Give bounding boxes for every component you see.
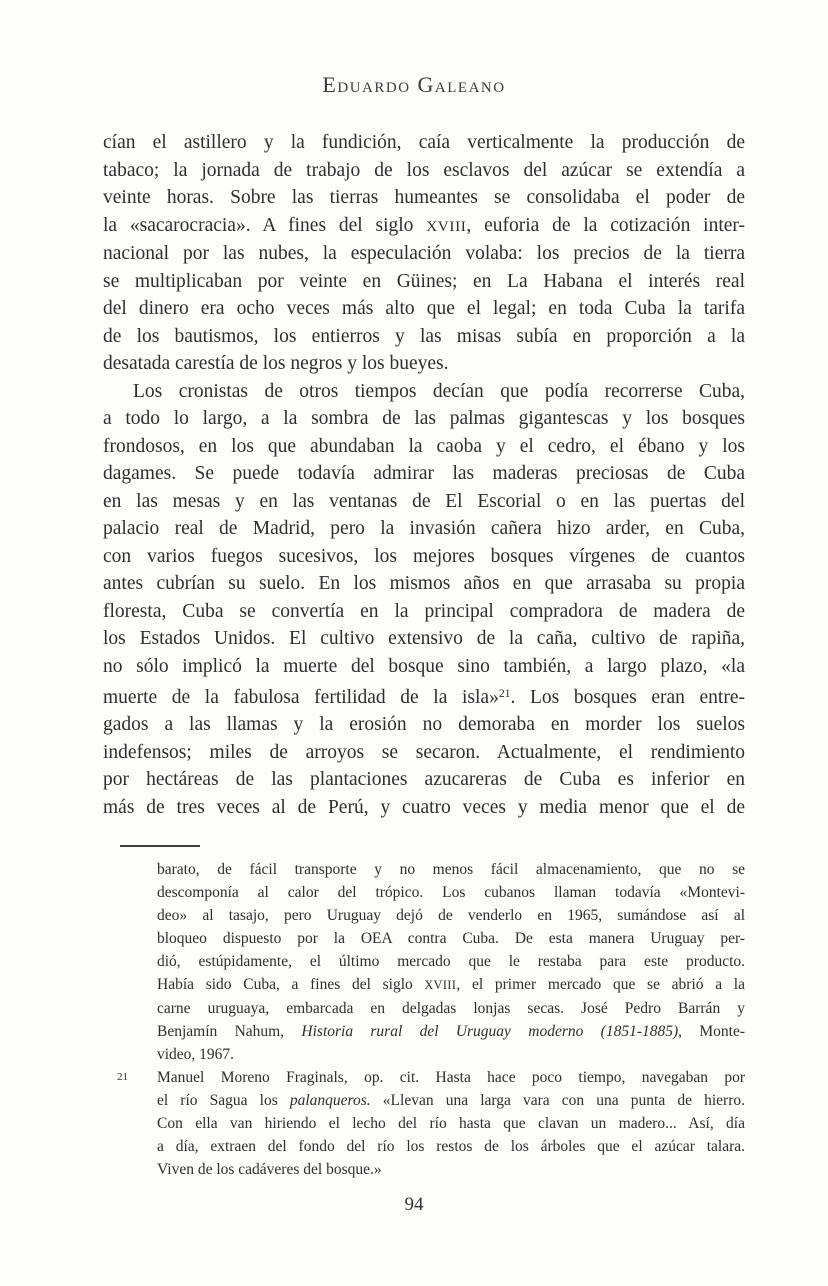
text-segment: «Llevan una larga vara con una punta de hierro. bbox=[370, 1092, 745, 1109]
text-line bbox=[103, 680, 745, 711]
text-segment: bloqueo dispuesto por la OEA contra Cuba. De esta manera Uruguay per- bbox=[157, 930, 745, 947]
page-number: 94 bbox=[404, 1194, 424, 1215]
text-line bbox=[157, 881, 745, 904]
footnote-separator bbox=[120, 845, 200, 847]
text-segment: antes cubrían su suelo. En los mismos años en que arrasaba su propia bbox=[103, 573, 745, 594]
text-line bbox=[157, 1020, 745, 1043]
text-segment: tabaco; la jornada de trabajo de los esclavos del azúcar se extendía a bbox=[103, 159, 745, 181]
text-segment: no sólo implicó la muerte del bosque sino también, a largo plazo, «la bbox=[103, 655, 745, 677]
text-segment: . Los bosques eran entre- bbox=[510, 686, 745, 708]
text-segment: cían el astillero y la fundición, caía verticalmente la producción de bbox=[103, 132, 745, 153]
text-line bbox=[103, 295, 745, 323]
text-segment: dagames. Se puede todavía admirar las maderas preciosas de Cuba bbox=[103, 463, 745, 484]
text-segment: , euforia de la cotización inter- bbox=[466, 214, 745, 236]
text-line bbox=[157, 997, 745, 1020]
text-segment: en las mesas y en las ventanas de El Escorial o en las puertas del bbox=[103, 490, 745, 512]
footnote-marker: 21 bbox=[117, 1071, 128, 1083]
running-header: Eduardo Galeano bbox=[322, 72, 506, 97]
text-segment: los Estados Unidos. El cultivo extensivo de la caña, cultivo de rapiña, bbox=[103, 628, 745, 649]
text-segment: frondosos, en los que abundaban la caoba y el cedro, el ébano y los bbox=[103, 435, 745, 457]
text-segment: gados a las llamas y la erosión no demoraba en morder los suelos bbox=[103, 714, 745, 736]
text-line bbox=[157, 904, 745, 927]
text-line bbox=[103, 378, 745, 406]
text-line bbox=[103, 543, 745, 571]
text-segment: veinte horas. Sobre las tierras humeantes se consolidaba el poder de bbox=[103, 187, 745, 208]
text-segment: se multiplicaban por veinte en Güines; en La Habana el interés real bbox=[103, 270, 745, 292]
text-line bbox=[103, 268, 745, 296]
text-line bbox=[103, 460, 745, 488]
text-line bbox=[103, 488, 745, 516]
text-segment: floresta, Cuba se convertía en la principal compradora de madera de bbox=[103, 600, 745, 622]
text-segment: barato, de fácil transporte y no menos fácil almacenamiento, que no se bbox=[157, 861, 745, 878]
text-segment: con varios fuegos sucesivos, los mejores bosques vírgenes de cuantos bbox=[103, 545, 745, 567]
text-segment: a todo lo largo, a la sombra de las palmas gigantescas y los bosques bbox=[103, 408, 745, 429]
text-line bbox=[157, 1135, 745, 1158]
text-line bbox=[157, 1112, 745, 1135]
text-line bbox=[103, 129, 745, 157]
text-segment: Viven de los cadáveres del bosque.» bbox=[157, 1161, 382, 1178]
text-line bbox=[157, 1043, 745, 1066]
text-segment: la «sacarocracia». A fines del siglo bbox=[103, 214, 427, 236]
text-segment: por hectáreas de las plantaciones azucareras de Cuba es inferior en bbox=[103, 769, 745, 791]
text-segment: del dinero era ocho veces más alto que el legal; en toda Cuba la tarifa bbox=[103, 298, 745, 319]
text-line bbox=[103, 157, 745, 185]
footnotes bbox=[117, 858, 745, 1181]
text-segment: , el primer mercado que se abrió a la bbox=[456, 976, 745, 993]
text-line bbox=[103, 433, 745, 461]
text-line bbox=[117, 1066, 745, 1089]
text-segment: deo» al tasajo, pero Uruguay dejó de venderlo en 1965, sumándose así al bbox=[157, 907, 745, 924]
text-segment: Historia rural del Uruguay moderno (1851-1885) bbox=[301, 1023, 679, 1040]
text-line bbox=[157, 1089, 745, 1112]
text-line bbox=[157, 973, 745, 997]
text-segment: muerte de la fabulosa fertilidad de la isla» bbox=[103, 686, 499, 708]
text-segment: dió, estúpidamente, el último mercado que le restaba para este producto. bbox=[157, 953, 745, 970]
text-line bbox=[103, 323, 745, 351]
text-segment: a día, extraen del fondo del río los restos de los árboles que el azúcar talara. bbox=[157, 1138, 745, 1155]
text-segment: nacional por las nubes, la especulación volaba: los precios de la tierra bbox=[103, 243, 745, 264]
text-segment: de los bautismos, los entierros y las misas subía en proporción a la bbox=[103, 325, 745, 347]
text-line bbox=[103, 570, 745, 598]
text-segment: Manuel Moreno Fraginals, op. cit. Hasta hace poco tiempo, navegaban por bbox=[157, 1069, 745, 1086]
text-segment: más de tres veces al de Perú, y cuatro veces y media menor que el de bbox=[103, 796, 745, 818]
text-line bbox=[157, 927, 745, 950]
text-line bbox=[103, 653, 745, 681]
text-segment: XVIII bbox=[424, 978, 457, 992]
text-line bbox=[157, 950, 745, 973]
text-segment: indefensos; miles de arroyos se secaron. Actualmente, el rendimiento bbox=[103, 741, 745, 763]
text-segment: palanqueros. bbox=[289, 1092, 371, 1109]
text-line bbox=[103, 739, 745, 767]
text-segment: , Monte- bbox=[678, 1023, 745, 1040]
text-line bbox=[157, 858, 745, 881]
text-line bbox=[103, 350, 745, 378]
text-line bbox=[103, 515, 745, 543]
text-line bbox=[103, 711, 745, 739]
text-segment: video, 1967. bbox=[157, 1046, 235, 1063]
text-segment: Benjamín Nahum, bbox=[157, 1023, 302, 1040]
text-line bbox=[103, 405, 745, 433]
text-segment: palacio real de Madrid, pero la invasión cañera hizo arder, en Cuba, bbox=[103, 518, 745, 539]
text-line bbox=[103, 625, 745, 653]
text-line bbox=[157, 1158, 745, 1181]
text-line bbox=[103, 766, 745, 794]
text-line bbox=[103, 212, 745, 241]
text-segment: XVIII bbox=[426, 217, 467, 235]
text-line bbox=[103, 598, 745, 626]
text-segment: Con ella van hiriendo el lecho del río hasta que clavan un madero... Así, día bbox=[157, 1115, 745, 1132]
text-line bbox=[103, 184, 745, 212]
text-segment: 21 bbox=[498, 687, 511, 700]
text-segment: carne uruguaya, embarcada en delgadas lonjas secas. José Pedro Barrán y bbox=[157, 1000, 745, 1017]
text-segment: Los cronistas de otros tiempos decían que podía recorrerse Cuba, bbox=[133, 380, 745, 402]
text-line bbox=[103, 794, 745, 822]
text-line bbox=[103, 240, 745, 268]
text-segment: descomponía al calor del trópico. Los cubanos llaman todavía «Montevi- bbox=[157, 884, 745, 901]
text-segment: el río Sagua los bbox=[157, 1092, 290, 1109]
text-segment: Había sido Cuba, a fines del siglo bbox=[157, 976, 425, 993]
text-segment: desatada carestía de los negros y los bueyes. bbox=[103, 353, 449, 374]
body-text bbox=[103, 129, 745, 821]
